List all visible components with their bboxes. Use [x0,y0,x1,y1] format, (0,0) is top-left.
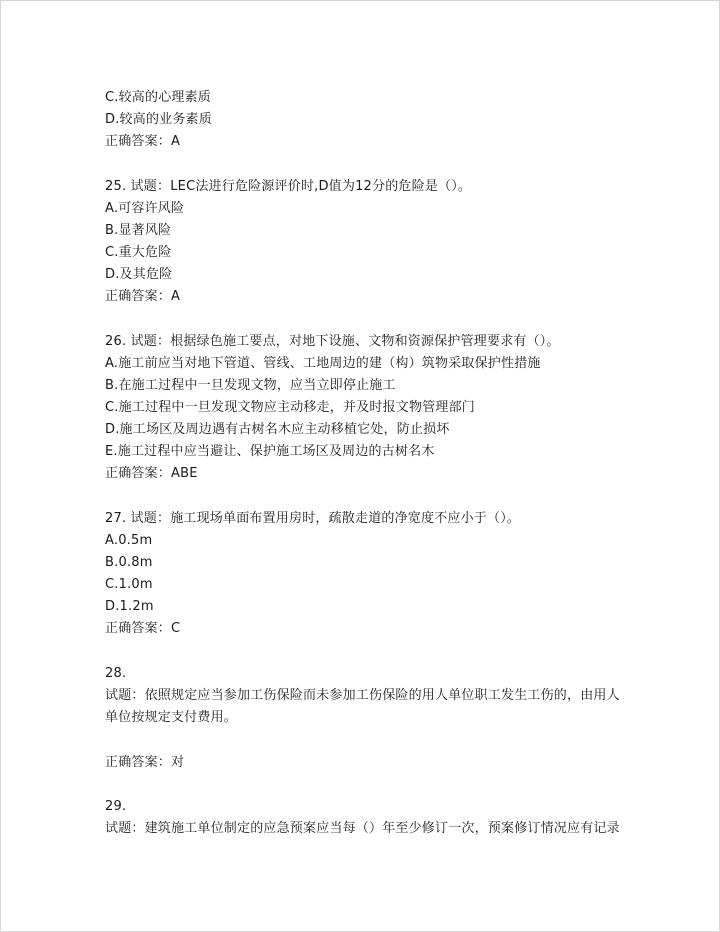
q27-answer: 正确答案：C [105,621,181,636]
q26-option-b: B.在施工过程中一旦发现文物，应当立即停止施工 [105,378,396,393]
q27-option-d: D.1.2m [105,599,154,614]
q28-question-line2: 单位按规定支付费用。 [105,710,238,725]
q24-answer: 正确答案：A [105,134,181,149]
q27-question: 27. 试题：施工现场单面布置用房时，疏散走道的净宽度不应小于（）。 [105,511,521,526]
q28-question-line1: 试题：依照规定应当参加工伤保险而未参加工伤保险的用人单位职工发生工伤的，由用人 [105,688,620,703]
q26-answer: 正确答案：ABE [105,466,198,481]
q25-question: 25. 试题：LEC法进行危险源评价时,D值为12分的危险是（）。 [105,179,472,194]
q25-option-b: B.显著风险 [105,223,172,238]
q27-option-a: A.0.5m [105,533,153,548]
q26-option-e: E.施工过程中应当避让、保护施工场区及周边的古树名木 [105,444,435,459]
q27-option-c: C.1.0m [105,577,153,592]
q28-number: 28. [105,666,127,681]
q28-answer: 正确答案：对 [105,755,185,770]
q29-number: 29. [105,799,127,814]
q25-answer: 正确答案：A [105,289,181,304]
q26-option-d: D.施工场区及周边遇有古树名木应主动移植它处，防止损坏 [105,422,450,437]
q26-question: 26. 试题：根据绿色施工要点，对地下设施、文物和资源保护管理要求有（）。 [105,334,560,349]
q24-option-d: D.较高的业务素质 [105,112,212,127]
q24-option-c: C.较高的心理素质 [105,90,212,105]
q27-option-b: B.0.8m [105,555,153,570]
q29-question-line1: 试题：建筑施工单位制定的应急预案应当每（）年至少修订一次，预案修订情况应有记录 [105,821,620,836]
q25-option-a: A.可容许风险 [105,201,185,216]
q25-option-d: D.及其危险 [105,267,173,282]
q26-option-c: C.施工过程中一旦发现文物应主动移走，并及时报文物管理部门 [105,400,476,415]
q26-option-a: A.施工前应当对地下管道、管线、工地周边的建（构）筑物采取保护性措施 [105,356,541,371]
q25-option-c: C.重大危险 [105,245,172,260]
